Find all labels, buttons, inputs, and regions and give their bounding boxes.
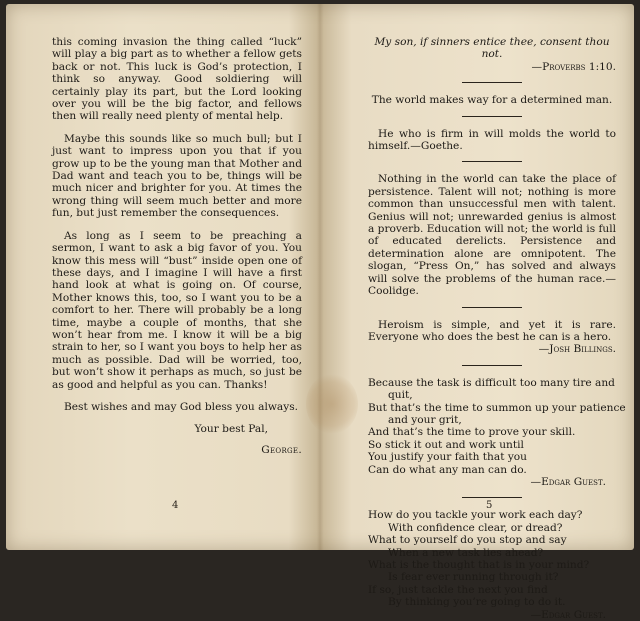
left-page xyxy=(52,36,302,456)
poem-line: How do you tackle your work each day? xyxy=(368,509,583,522)
divider xyxy=(462,82,522,83)
letter-paragraph: Maybe this sounds like so much bull; but I just want to impress upon you that if you grow up to be the young man that Mother and Dad want and teach you to be, things will be much nicer and brighter for you. At times the wrong thing will seem much better and more fun, but just remember the consequences. xyxy=(52,132,302,220)
poem-line: What to yourself do you stop and say xyxy=(368,534,567,547)
poem-line: If so, just tackle the next you find xyxy=(368,583,548,596)
letter-signature: George. xyxy=(261,443,302,456)
page-number-left: 4 xyxy=(172,500,179,511)
poem-stanza xyxy=(368,376,626,476)
poem-line: Is fear ever running through it? xyxy=(388,571,559,584)
letter-paragraph: As long as I seem to be preaching a sermon, I want to ask a big favor of you. You know this mess will “bust” inside open one of these days, and I imagine I will have a first hand look at what is going on. Of course, Mother knows this, too, so I want you to be a comfort to her. There will probably be a long time, maybe a couple of months, that she won’t hear from me. I know it will be a big strain to her, so I want you boys to help her as much as possible. Dad will be worried, too, but won’t show it perhaps as much, so just be as good and helpful as you can. Thanks! xyxy=(52,229,302,391)
page-number-right: 5 xyxy=(486,500,493,511)
poem-line: When a new task lies ahead? xyxy=(388,546,544,559)
poem-line: You justify your faith that you xyxy=(368,451,527,464)
poem-line: But that’s the time to summon up your patience xyxy=(368,401,626,414)
poem-line: And that’s the time to prove your skill. xyxy=(368,426,576,439)
quote-text: He who is firm in will molds the world to himself.—Goethe. xyxy=(368,127,616,153)
quote-text: Heroism is simple, and yet it is rare. Everyone who does the best he can is a hero. xyxy=(368,318,616,343)
quote-text: The world makes way for a determined man. xyxy=(371,94,613,107)
letter-paragraph: this coming invasion the thing called “luck” will play a big part as to whether a fellow gets back or not. This luck is God’s protection, I think so anyway. Good soldiering will certainly play its part, but the Lord looking over you will be the big factor, and fellows then will really need plenty of mental help. xyxy=(52,36,302,123)
poem-line: With confidence clear, or dread? xyxy=(388,521,563,534)
quote-attribution: —Josh Billings. xyxy=(538,343,616,356)
quote-attribution: —Edgar Guest. xyxy=(530,475,606,488)
quote-attribution: —Edgar Guest. xyxy=(530,608,606,621)
poem-line: Because the task is difficult too many tire and xyxy=(368,376,615,389)
poem-line: quit, xyxy=(388,389,413,402)
poem-line: By thinking you’re going to do it. xyxy=(388,596,566,609)
divider xyxy=(462,307,522,308)
letter-blessing: Best wishes and may God bless you always. xyxy=(64,400,299,413)
water-stain xyxy=(306,374,358,434)
poem-line: So stick it out and work until xyxy=(368,438,524,451)
right-page xyxy=(368,36,626,621)
poem-line: What is the thought that is in your mind? xyxy=(368,559,590,571)
letter-closing: Your best Pal, xyxy=(194,423,268,436)
divider xyxy=(462,161,522,162)
divider xyxy=(462,116,522,117)
quote-text: Nothing in the world can take the place of persistence. Talent will not; nothing is more common than unsuccessful men with talent. Genius will not; unrewarded genius is almost a proverb. Education will not; the world is full of educated derelicts. Persistence and determination alone are omnipotent. The slogan, “Press On,” has solved and always will solve the problems of the human race.—Coolidge. xyxy=(368,173,617,298)
quote-attribution: —Proverbs 1:10. xyxy=(531,60,616,73)
poem-line: Can do what any man can do. xyxy=(368,463,527,476)
divider xyxy=(462,497,522,498)
quote-text: My son, if sinners entice thee, consent thou not. xyxy=(374,36,610,61)
poem-line: and your grit, xyxy=(388,413,462,426)
divider xyxy=(462,365,522,366)
poem-stanza xyxy=(368,509,616,608)
